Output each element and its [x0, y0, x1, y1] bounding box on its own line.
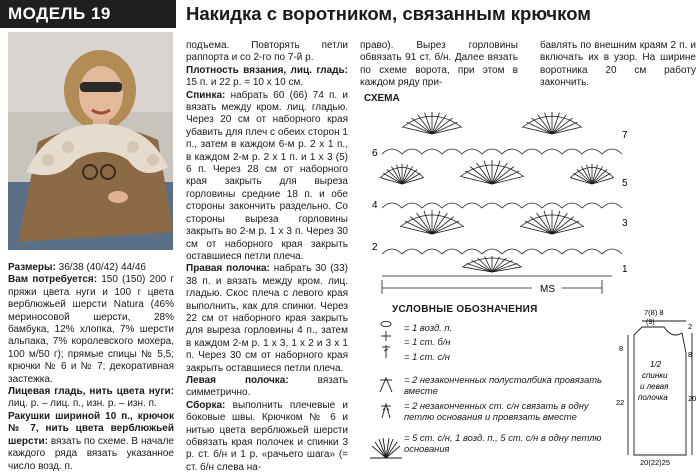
column-1	[8, 262, 174, 473]
density-label: Плотность вязания, лиц. гладь:	[186, 64, 348, 76]
row-num-5: 5	[622, 178, 628, 189]
sizes-value: 36/38 (40/42) 44/46	[58, 262, 146, 273]
row-num-4: 4	[372, 200, 378, 211]
model-number: МОДЕЛЬ 19	[8, 4, 111, 23]
stitch-text: лиц. р. – лиц. п., изн. р. – изн. п.	[8, 398, 157, 410]
single-crochet-icon	[381, 331, 391, 341]
fan-row5-a	[460, 160, 524, 184]
chain-row-4	[382, 203, 622, 208]
pattern-label-2: спинки	[642, 371, 668, 380]
pattern-left-top: 8	[619, 344, 624, 353]
legend-item-shell: = 5 ст. с/н, 1 возд. п., 5 ст. с/н в одну петлю основания	[404, 432, 602, 454]
row-num-6: 6	[372, 148, 378, 159]
crochet-chart	[362, 104, 642, 300]
chain-icon	[381, 321, 391, 326]
fan-row7-b	[522, 112, 582, 134]
chain-row-6	[382, 149, 622, 154]
schema-title: СХЕМА	[364, 93, 400, 104]
pattern-left-mid: 22	[616, 398, 625, 407]
pattern-top-nums2: (9)	[646, 319, 655, 326]
density-text: 15 п. и 22 р. = 10 х 10 см.	[186, 77, 304, 89]
pattern-right-mid1: 8	[688, 350, 693, 359]
fan-row7-a	[402, 112, 462, 134]
pattern-label-3: и левая	[640, 382, 669, 391]
pattern-schematic	[612, 305, 698, 473]
dc-decrease-icon	[381, 404, 391, 418]
legend-item-hdc-dec: = 2 незаконченных полустолбика провязать вместе	[404, 374, 602, 396]
page-title: Накидка с воротником, связанным крючком	[186, 3, 591, 24]
intro-text: подъема. Повторять петли раппорта и со 2-го по 7-й р.	[186, 40, 348, 64]
fan-row1-a	[462, 256, 522, 272]
row-num-1: 1	[622, 264, 628, 275]
left-front-label: Левая полочка:	[186, 374, 289, 386]
model-header-bar	[0, 0, 176, 28]
repeat-label: MS	[540, 284, 555, 295]
hdc-decrease-icon	[380, 378, 392, 392]
fan-row5-b	[380, 164, 424, 184]
column-3	[360, 40, 518, 90]
fan-row3-b	[520, 210, 584, 234]
shells-text: вязать по схеме. В начале каждого ряда вязать указанное число возд. п.	[8, 435, 174, 472]
legend-item-dc: = 1 ст. с/н	[404, 351, 450, 362]
right-front-text: набрать 30 (33) 38 п. и вязать между кром. лиц. гладью. Скос плеча с левого края выполнить, как для спинки. Через 22 см от наборного края закрыть для выреза горловины 4 п., затем в каждом 2-м р. 1 х 3, 1 х 2 и 3 х 1 п. Через 30 см от наборного края закрыть оставшиеся петли плеча.	[186, 263, 349, 374]
pattern-bottom: 20(22)25	[640, 458, 671, 467]
left-front-text: вязать симметрично.	[186, 374, 349, 399]
legend-item-dc-dec: = 2 незаконченных ст. с/н связать в одну петлю основания и провязать вместе	[404, 400, 589, 422]
assembly-text: выполнить плечевые и боковые швы. Крючком № 6 и нитью цвета верблюжьей шерсти обвязать края полочек и спинки 3 р. ст. б/н и 1 р. «рачьего шага» (= ст. б/н слева на-	[186, 399, 349, 473]
double-crochet-icon	[382, 345, 390, 358]
pattern-right-mid2: 20	[688, 394, 697, 403]
legend-symbols	[370, 318, 402, 468]
pattern-label-4: полочка	[638, 393, 668, 402]
row-num-7: 7	[622, 130, 628, 141]
shell-icon	[370, 438, 402, 458]
column-4	[540, 40, 696, 90]
legend-item-chain: = 1 возд. п.	[404, 322, 453, 333]
pattern-top-nums: 7(8) 8	[644, 308, 664, 317]
legend-item-sc: = 1 ст. б/н	[404, 336, 451, 347]
right-front-label: Правая полочка:	[186, 263, 270, 275]
pattern-label-1: 1/2	[650, 360, 662, 369]
assembly-label: Сборка:	[186, 399, 226, 411]
finish-text: бавлять по внешним краям 2 п. и включать их в узор. На ширине воротника 20 см работу закончить.	[540, 40, 696, 89]
column-2	[186, 40, 348, 474]
row-num-3: 3	[622, 218, 628, 229]
chain-row-2	[382, 249, 622, 254]
model-photo	[8, 32, 173, 250]
shells-label: Ракушки шириной 10 п., крючок № 7, нить цвета верблюжьей шерсти:	[8, 410, 174, 447]
legend-title: УСЛОВНЫЕ ОБОЗНАЧЕНИЯ	[392, 304, 538, 315]
pattern-right-top: 2	[688, 322, 693, 331]
row-num-2: 2	[372, 242, 378, 253]
back-text: набрать 60 (66) 74 п. и вязать между кром. лиц. гладью. Через 20 см от наборного края убавить для плеч с обеих сторон 1 п., затем в каждом 6-м р. 2 х 1 п., в каждом 2-м р. 2 х 1 п. и 1 х 3 (5) 6 п. Через 28 см от наборного края закрыть для выреза горловины средние 18 п. и обе стороны закончить раздельно. Со стороны выреза горловины закрыть во 2-м р. 1 х 3 п. Через 30 см от наборного края закрыть оставшиеся петли плеча.	[186, 89, 348, 262]
collar-text: право). Вырез горловины обвязать 91 ст. б/н. Далее вязать по схеме ворота, при этом в каждом ряду при-	[360, 40, 518, 89]
materials-text: 150 (150) 200 г пряжи цвета нуги и 100 г цвета верблюжьей шерсти Natura (46% мериносовой шерсти, 28% бамбука, 12% хлопка, 7% шерсти альпака, 7% королевского мохера, 100 м/50 г); прямые спицы № 5,5; крючки № 6 и № 7; декоративная застежка.	[8, 274, 175, 385]
fan-row5-c	[570, 164, 614, 184]
back-label: Спинка:	[186, 89, 226, 101]
stitch-label: Лицевая гладь, нить цвета нуги:	[8, 386, 174, 398]
materials-label: Вам потребуется:	[8, 274, 98, 286]
sizes-label: Размеры:	[8, 262, 56, 273]
fan-row3-a	[400, 210, 464, 234]
